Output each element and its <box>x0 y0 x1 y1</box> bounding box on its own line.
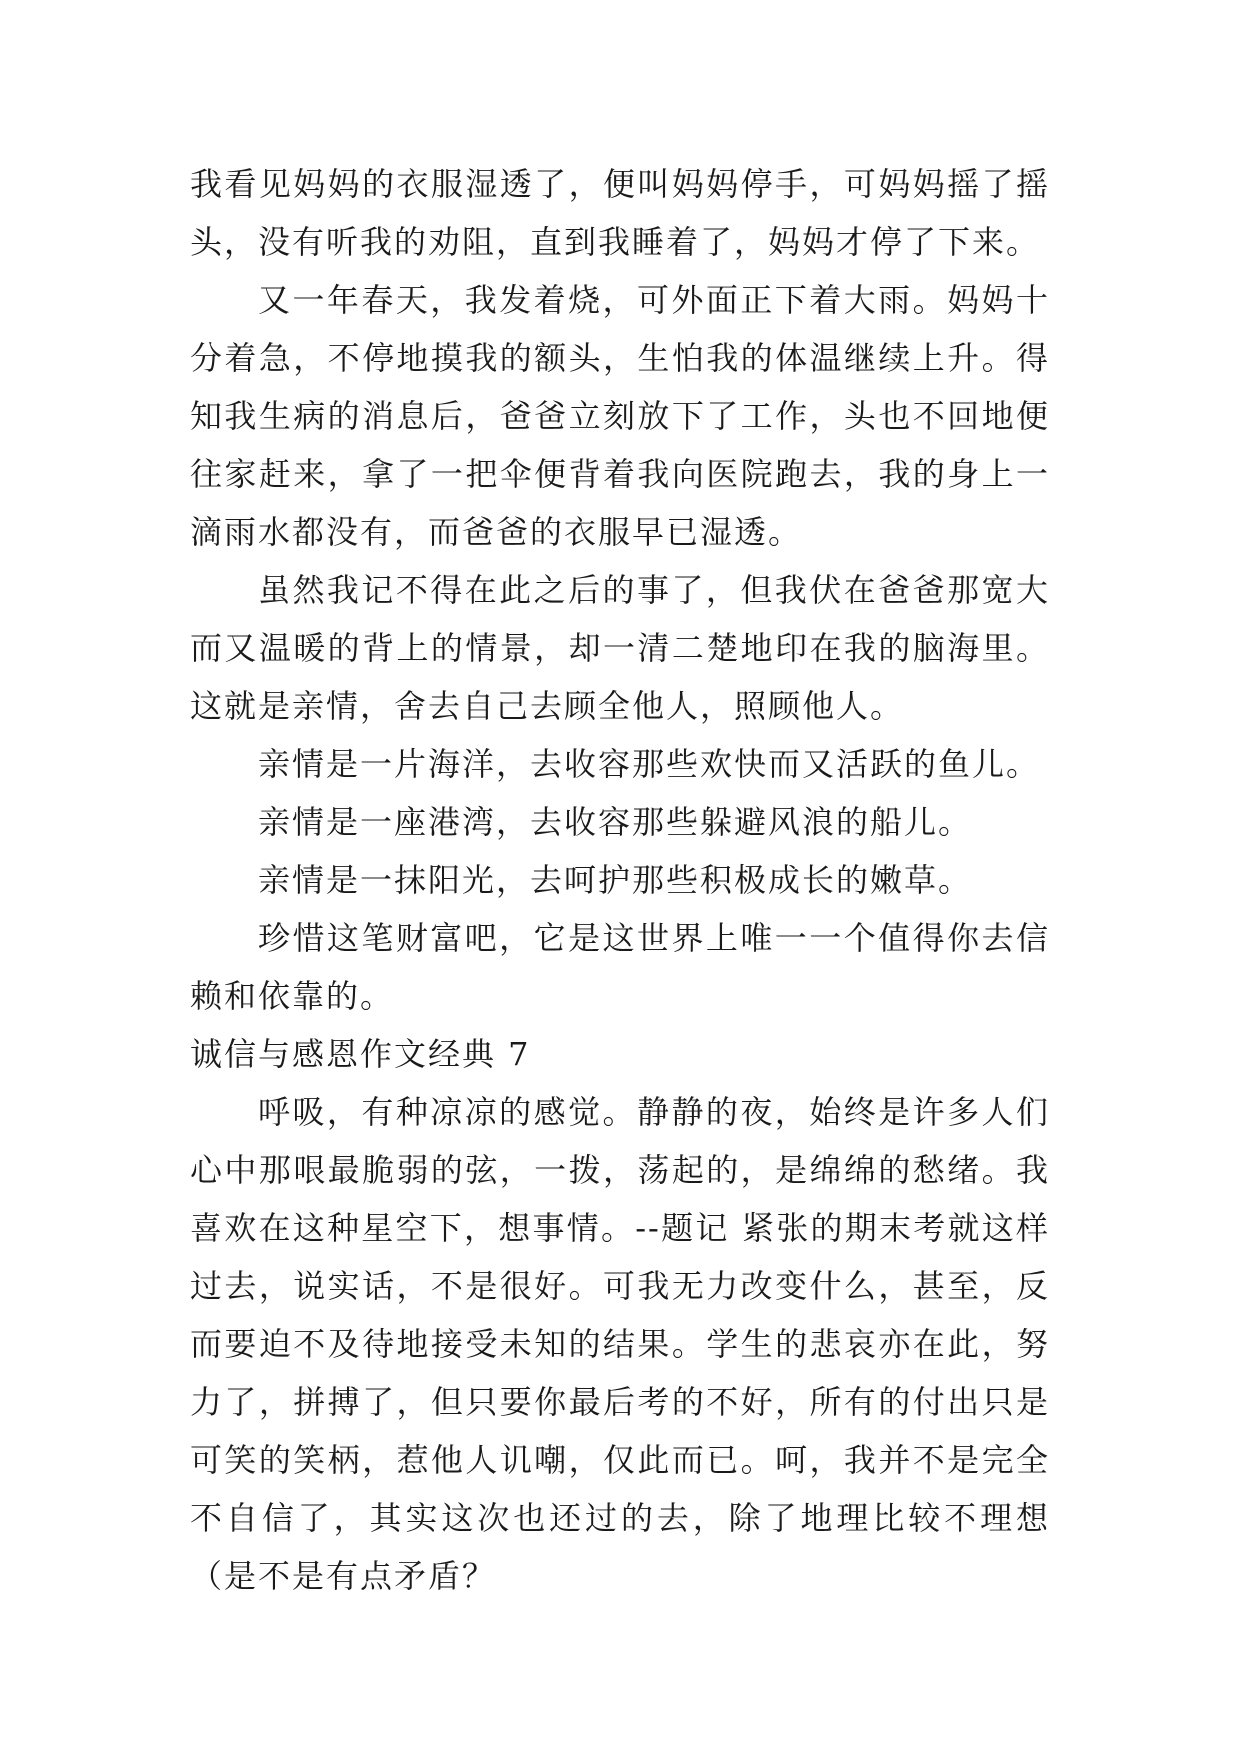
paragraph: 我看见妈妈的衣服湿透了，便叫妈妈停手，可妈妈摇了摇头，没有听我的劝阻，直到我睡着了，妈妈才停了下来。 <box>190 165 1050 261</box>
section-heading: 诚信与感恩作文经典 7 <box>190 1035 531 1073</box>
paragraph: 亲情是一片海洋，去收容那些欢快而又活跃的鱼儿。 <box>258 745 1041 783</box>
paragraph: 亲情是一抹阳光，去呵护那些积极成长的嫩草。 <box>258 861 973 899</box>
paragraph: 珍惜这笔财富吧，它是这世界上唯一一个值得你去信赖和依靠的。 <box>190 919 1050 1015</box>
document-body <box>190 155 1050 1605</box>
paragraph: 呼吸，有种凉凉的感觉。静静的夜，始终是许多人们心中那哏最脆弱的弦，一拨，荡起的，是绵绵的愁绪。我喜欢在这种星空下，想事情。--题记 紧张的期末考就这样过去，说实话，不是很好。可我无力改变什么，甚至，反而要迫不及待地接受未知的结果。学生的悲哀亦在此，努力了，拼搏了，但只要你最后考的不好，所有的付出只是可笑的笑柄，惹他人讥嘲，仅此而已。呵，我并不是完全不自信了，其实这次也还过的去，除了地理比较不理想（是不是有点矛盾？ <box>190 1093 1050 1595</box>
paragraph: 虽然我记不得在此之后的事了，但我伏在爸爸那宽大而又温暖的背上的情景，却一清二楚地印在我的脑海里。这就是亲情，舍去自己去顾全他人，照顾他人。 <box>190 571 1050 725</box>
paragraph: 又一年春天，我发着烧，可外面正下着大雨。妈妈十分着急，不停地摸我的额头，生怕我的体温继续上升。得知我生病的消息后，爸爸立刻放下了工作，头也不回地便往家赶来，拿了一把伞便背着我向医院跑去，我的身上一滴雨水都没有，而爸爸的衣服早已湿透。 <box>190 281 1050 551</box>
paragraph: 亲情是一座港湾，去收容那些躲避风浪的船儿。 <box>258 803 973 841</box>
